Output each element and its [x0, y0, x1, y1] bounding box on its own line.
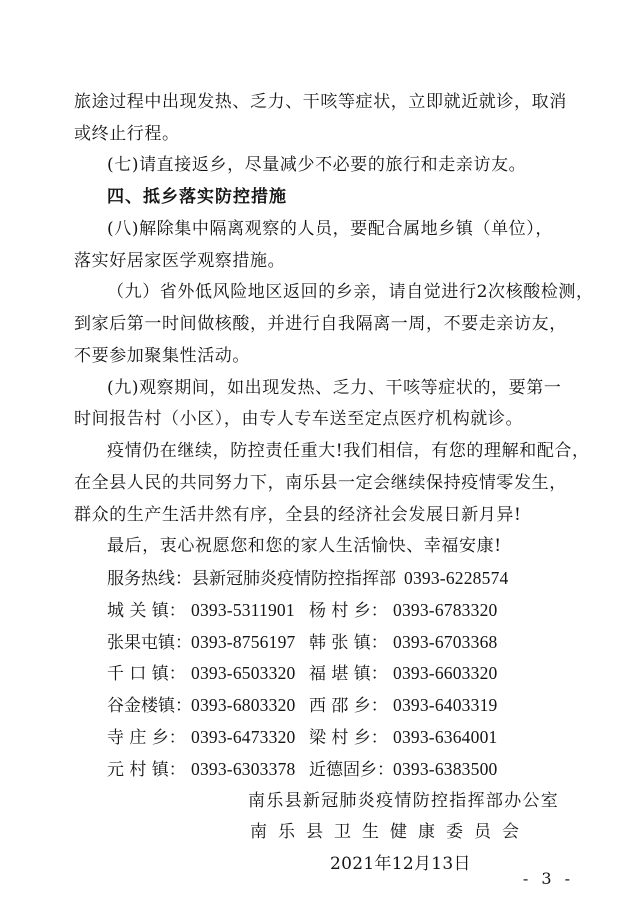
township-name: 城 关 镇：	[107, 601, 186, 621]
signature-org-secondary: 南 乐 县 卫 生 健 康 委 员 会	[250, 822, 522, 842]
contact-row	[107, 663, 511, 684]
paragraph-line: (七)请直接返乡，尽量减少不必要的旅行和走亲访友。	[107, 155, 527, 175]
township-name: 梁 村 乡：	[309, 728, 388, 748]
signature-org-primary: 南乐县新冠肺炎疫情防控指挥部办公室	[248, 791, 560, 811]
paragraph-line: 疫情仍在继续，防控责任重大!我们相信，有您的理解和配合，	[107, 441, 590, 461]
township-name: 西 邵 乡：	[309, 696, 388, 716]
contact-row	[107, 695, 511, 716]
paragraph-line: 不要参加聚集性活动。	[74, 346, 250, 366]
contact-row	[107, 727, 511, 748]
township-name: 寺 庄 乡：	[107, 728, 186, 748]
township-phone: 0393-8756197	[191, 632, 296, 652]
township-name: 韩 张 镇：	[309, 633, 388, 653]
page-number: - 3 -	[522, 869, 574, 888]
paragraph-line: 在全县人民的共同努力下，南乐县一定会继续保持疫情零发生，	[74, 473, 567, 493]
hotline-label: 服务热线：	[107, 569, 192, 589]
contact-row	[107, 600, 511, 621]
township-phone: 0393-5311901	[191, 600, 295, 620]
hotline-phone: 0393-6228574	[404, 568, 509, 588]
contact-row	[107, 632, 511, 653]
paragraph-line: 最后，衷心祝愿您和您的家人生活愉快、幸福安康!	[107, 536, 502, 556]
paragraph-line: (八)解除集中隔离观察的人员，要配合属地乡镇（单位），	[107, 219, 553, 239]
township-phone: 0393-6303378	[191, 759, 296, 779]
section-heading: 四、抵乡落实防控措施	[107, 187, 287, 207]
hotline-row	[107, 568, 522, 589]
paragraph-line: 旅途过程中出现发热、乏力、干咳等症状，立即就近就诊，取消	[74, 92, 567, 112]
township-name: 近德固乡：	[309, 760, 394, 780]
paragraph-line: （九）省外低风险地区返回的乡亲，请自觉进行2次核酸检测，	[107, 282, 594, 302]
township-name: 福 堪 镇：	[309, 664, 388, 684]
township-phone: 0393-6503320	[191, 663, 296, 683]
township-name: 张果屯镇：	[107, 633, 192, 653]
township-phone: 0393-6783320	[393, 600, 498, 620]
paragraph-line: 或终止行程。	[74, 124, 180, 144]
paragraph-line: 到家后第一时间做核酸，并进行自我隔离一周，不要走亲访友，	[74, 314, 567, 334]
hotline-org: 县新冠肺炎疫情防控指挥部	[192, 569, 396, 589]
township-phone: 0393-6364001	[393, 727, 498, 747]
township-phone: 0393-6603320	[393, 663, 498, 683]
township-name: 谷金楼镇：	[107, 696, 192, 716]
paragraph-line: (九)观察期间，如出现发热、乏力、干咳等症状的，要第一	[107, 378, 562, 398]
township-phone: 0393-6803320	[191, 695, 296, 715]
township-phone: 0393-6383500	[393, 759, 498, 779]
township-phone: 0393-6403319	[393, 695, 498, 715]
township-phone: 0393-6473320	[191, 727, 296, 747]
paragraph-line: 时间报告村（小区），由专人专车送至定点医疗机构就诊。	[74, 409, 524, 429]
township-phone: 0393-6703368	[393, 632, 498, 652]
township-name: 杨 村 乡：	[309, 601, 388, 621]
township-name: 千 口 镇：	[107, 664, 186, 684]
signature-date: 2021年12月13日	[330, 854, 471, 874]
paragraph-line: 落实好居家医学观察措施。	[74, 251, 286, 271]
paragraph-line: 群众的生产生活井然有序，全县的经济社会发展日新月异!	[74, 505, 522, 525]
township-name: 元 村 镇：	[107, 760, 186, 780]
contact-row	[107, 759, 511, 780]
